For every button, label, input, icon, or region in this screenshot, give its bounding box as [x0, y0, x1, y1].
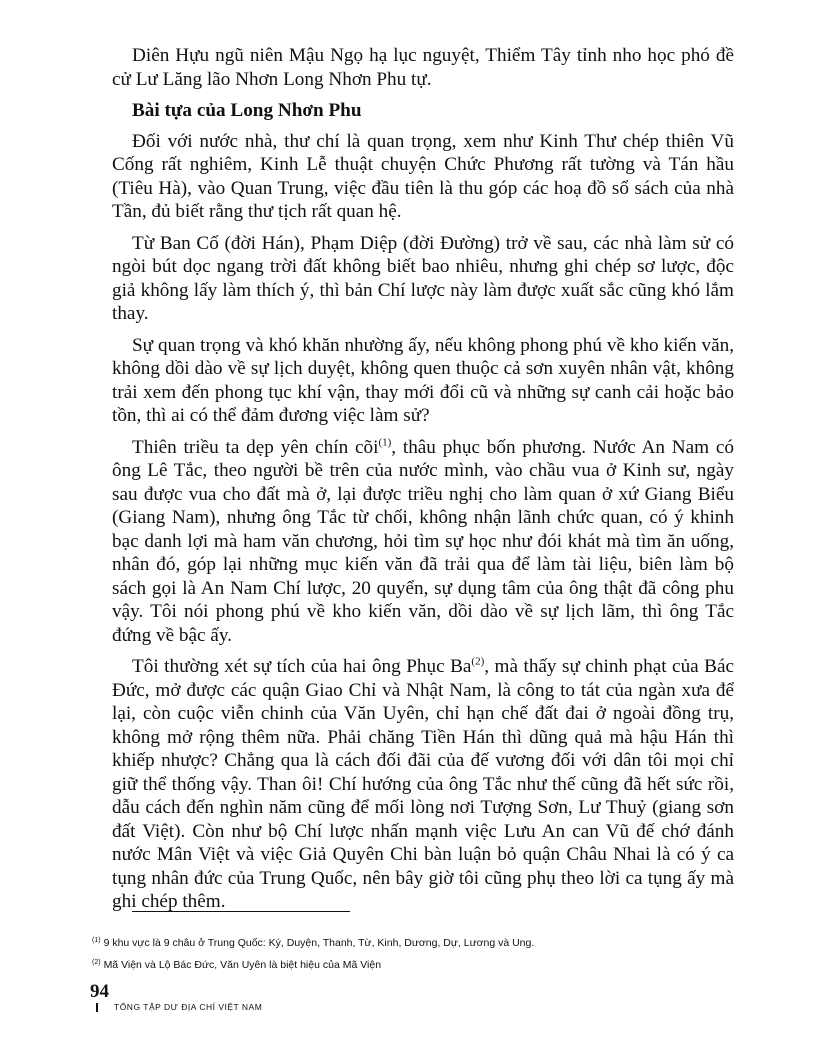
footnote-divider [132, 911, 350, 912]
colophon-paragraph: Diên Hựu ngũ niên Mậu Ngọ hạ lục nguyệt, Thiểm Tây tỉnh nho học phó đề cử Lư Lăng lão Nhơn Long Nhơn Phu tự. [112, 45, 734, 90]
paragraph-4 [112, 436, 734, 648]
page-number-tick [96, 1003, 98, 1012]
paragraph-1: Đối với nước nhà, thư chí là quan trọng, xem như Kinh Thư chép thiên Vũ Cống rất nghiêm, Kinh Lễ thuật chuyện Chức Phương rất tường và Tán hầu (Tiêu Hà), vào Quan Trung, việc đầu tiên là thu góp các hoạ đồ sổ sách của nhà Tần, đủ biết rằng thư tịch rất quan hệ. [112, 130, 734, 222]
running-footer: TỔNG TẬP DƯ ĐỊA CHÍ VIỆT NAM [114, 1002, 263, 1012]
footnote-ref-1: (1) [378, 436, 392, 449]
paragraph-4-text-start: Thiên triều ta dẹp yên chín cõi [132, 436, 379, 458]
section-title: Bài tựa của Long Nhơn Phu [132, 100, 362, 121]
footnote-1 [92, 932, 732, 954]
paragraph-5-text-start: Tôi thường xét sự tích của hai ông Phục Ba [132, 656, 472, 677]
footnote-2-marker: (2) [92, 958, 101, 966]
footnote-1-marker: (1) [92, 936, 101, 944]
paragraph-3: Sự quan trọng và khó khăn nhường ấy, nếu không phong phú về kho kiến văn, không dồi dào về sự lịch duyệt, không quen thuộc cả sơn xuyên nhân vật, không trải xem đến phong tục khí vận, thay mới đổi cũ và những sự canh cải hoặc bảo tồn, thì ai có thể đảm đương việc làm sử? [112, 334, 734, 426]
paragraph-5 [112, 655, 734, 914]
paragraph-4-text-end: , thâu phục bốn phương. Nước An Nam có ông Lê Tắc, theo người bề trên của nước mình, vào chầu vua ở Kinh sư, ngày sau được vua cho đất mà ở, lại được triều nghị cho làm quan ở xứ Giang Biểu (Giang Nam), nhưng ông Tắc từ chối, không nhận lãnh chức quan, có ý khinh bạc danh lợi mà ham văn chương, hỏi tìm sự học như đói khát mà tìm ăn uống, nhân đó, góp lại những mục kiến văn đã trải qua để làm tài liệu, biên làm bộ sách gọi là An Nam Chí lược, 20 quyển, sự dụng tâm của ông thật đã công phu vậy. Tôi nói phong phú về kho kiến văn, dồi dào về sự lịch lãm, thì ông Tắc đứng về bậc ấy. [112, 436, 734, 646]
footnote-2 [92, 954, 732, 976]
paragraph-2: Từ Ban Cố (đời Hán), Phạm Diệp (đời Đường) trở về sau, các nhà làm sử có ngòi bút dọc ngang trời đất không biết bao nhiêu, nhưng ghi chép sơ lược, độc giả không lấy làm thích ý, thì bản Chí lược này làm được xuất sắc cũng khó lắm thay. [112, 232, 734, 324]
footnotes [92, 932, 732, 976]
page-number: 94 [90, 981, 109, 1002]
footnote-ref-2: (2) [471, 655, 485, 668]
footnote-2-text: Mã Viện và Lộ Bác Đức, Văn Uyên là biệt hiệu của Mã Viện [103, 959, 382, 971]
footnote-1-text: 9 khu vực là 9 châu ở Trung Quốc: Ký, Duyện, Thanh, Từ, Kinh, Dương, Dự, Lương và Ung. [103, 937, 535, 949]
paragraph-5-text-end: , mà thấy sự chinh phạt của Bác Đức, mở được các quận Giao Chỉ và Nhật Nam, là công to tát của ngàn xưa để lại, còn cuộc viễn chinh của Văn Uyên, chỉ hạn chế đất đai ở ngoài đồng trụ, không mở rộng thêm nữa. Phải chăng Tiền Hán thì dũng quả mà hậu Hán thì khiếp nhược? Chẳng qua là cách đối đãi của đế vương đối với dân tôi mọi chỉ giữ thể thống vậy. Than ôi! Chí hướng của ông Tắc như thế cũng đã hết sức rồi, dẫu cách đến nghìn năm cũng để mối lòng nơi Tượng Sơn, Lư Thuỷ (giang sơn đất Việt). Còn như bộ Chí lược nhấn mạnh việc Lưu An can Vũ đế chớ đánh nước Mân Việt và việc Giả Quyên Chi bàn luận bỏ quận Châu Nhai là có ý ca tụng nhân đức của Trung Quốc, nên bây giờ tôi cũng phụ theo lời ca tụng ấy mà ghi chép thêm. [112, 656, 735, 912]
body-text [112, 44, 734, 922]
